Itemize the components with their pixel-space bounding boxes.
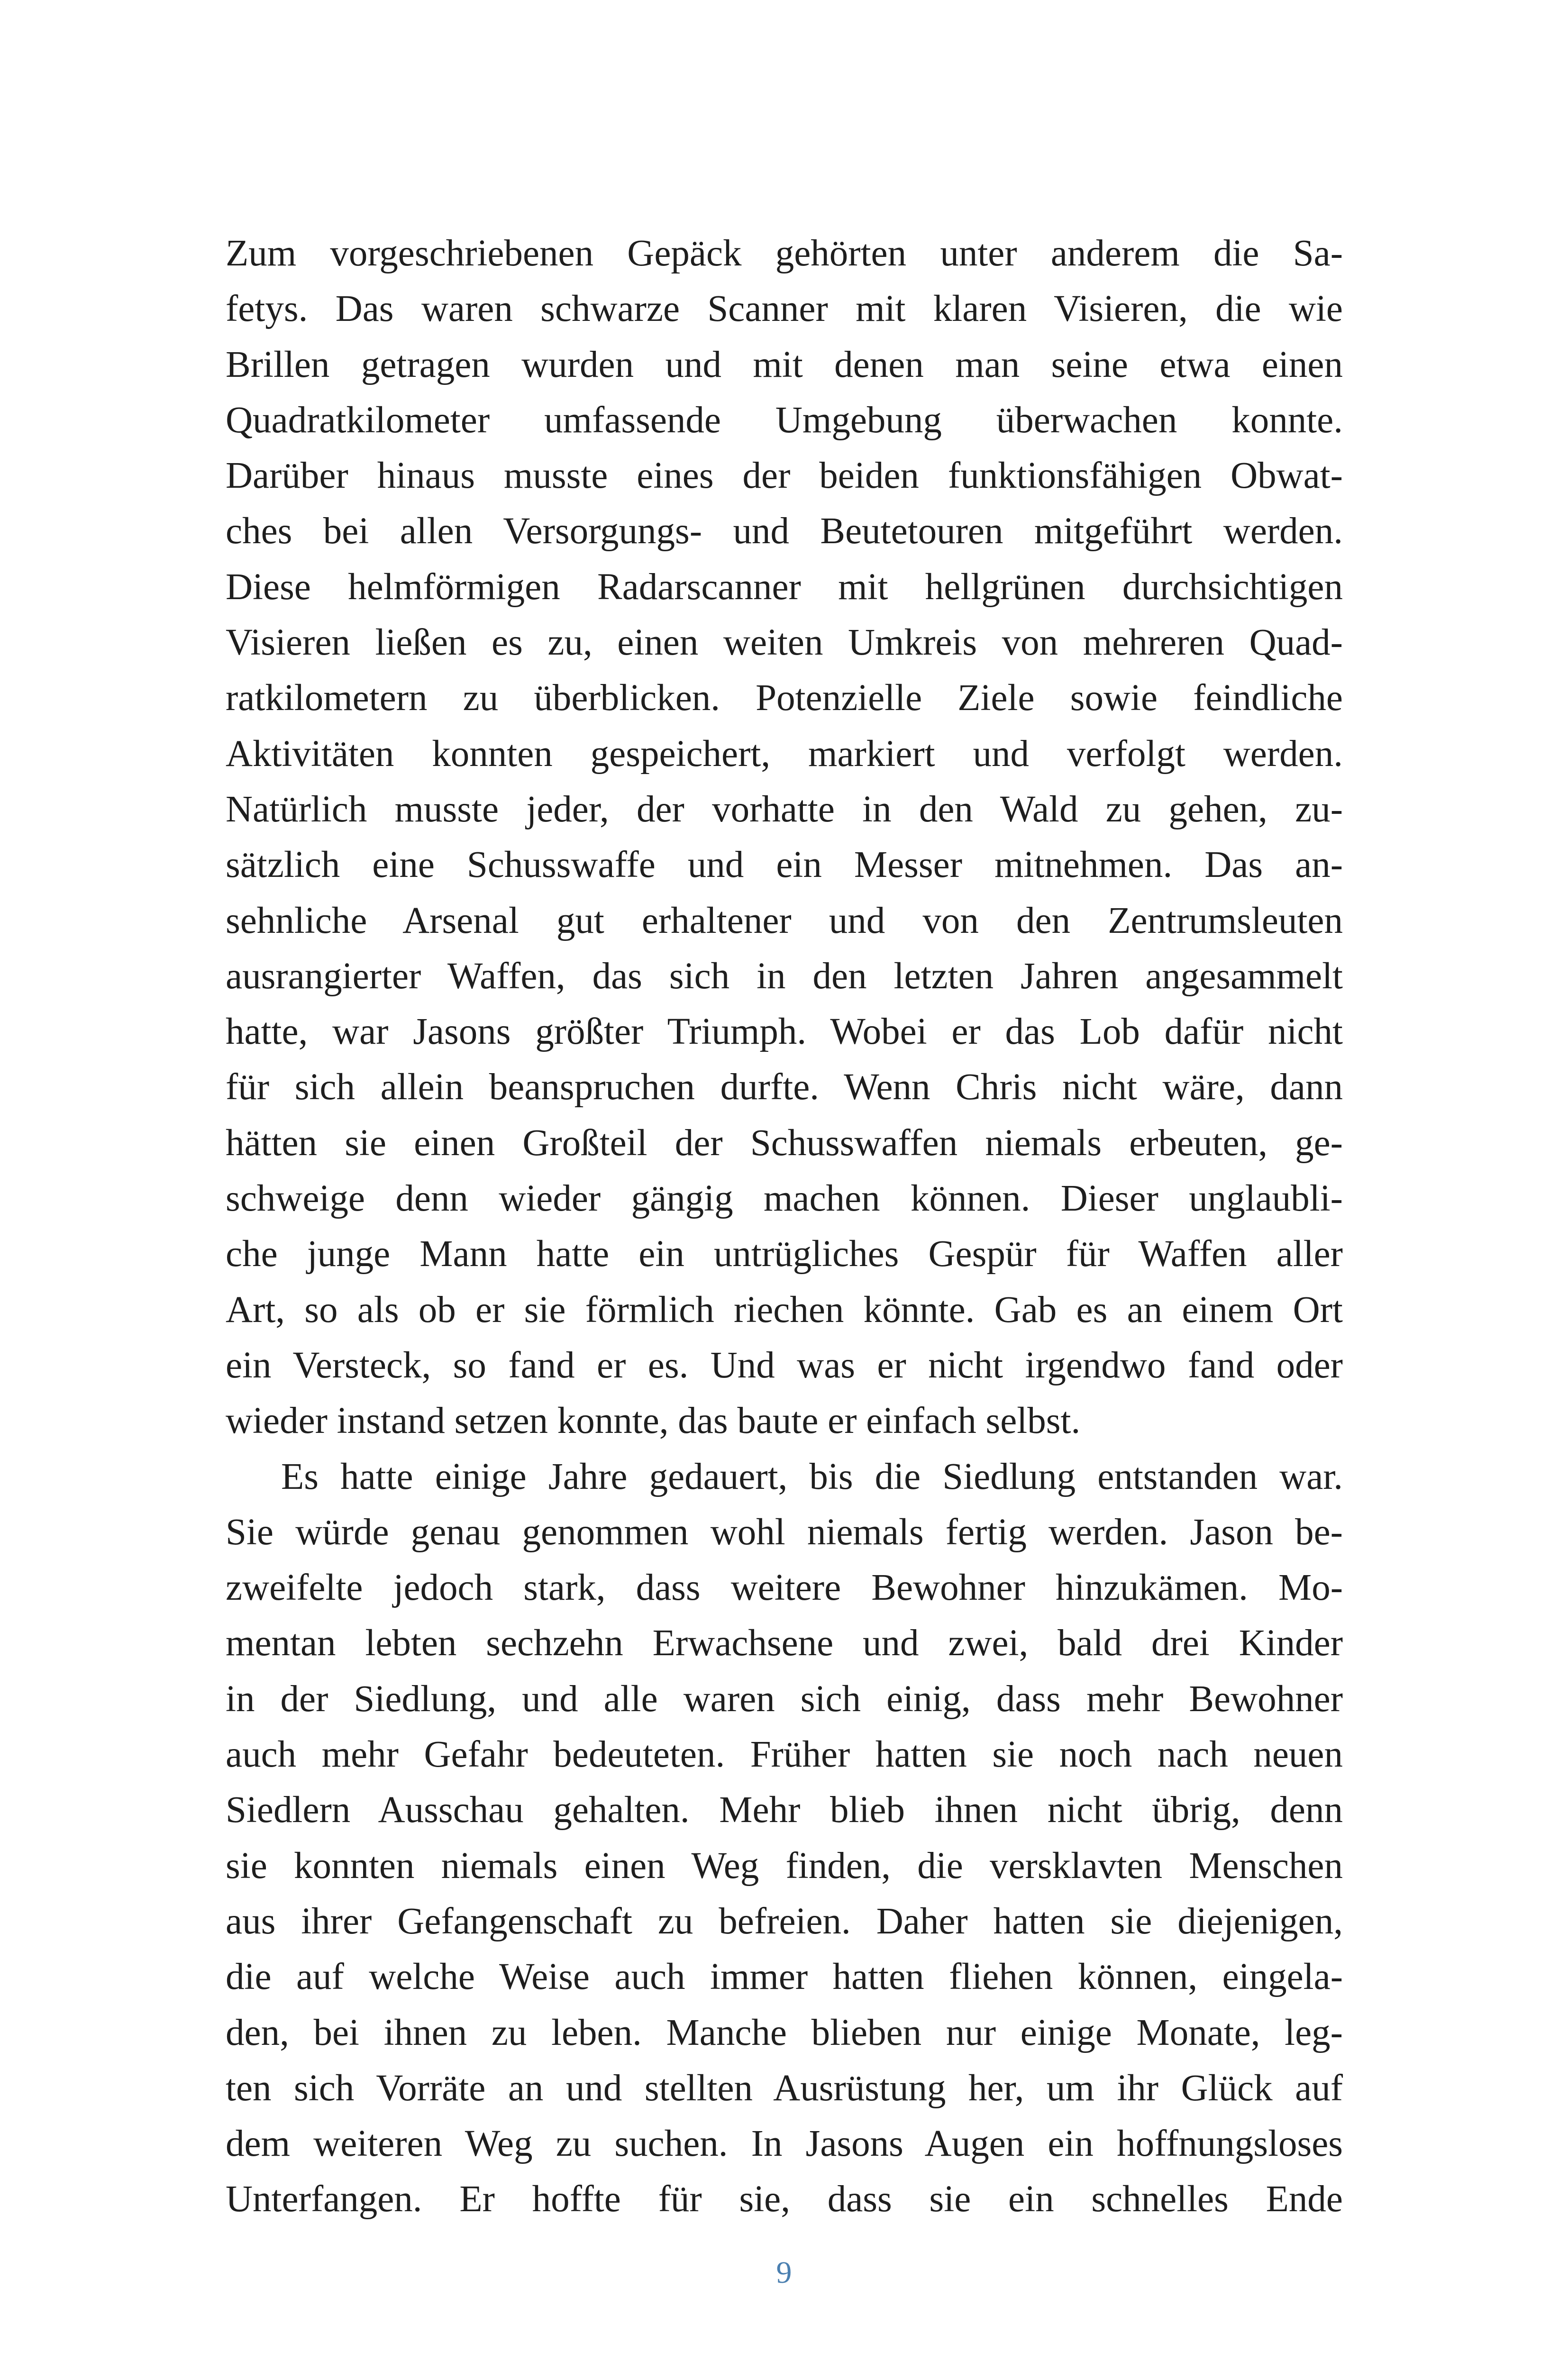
text-line: ein Versteck, so fand er es. Und was er nicht irgendwo fand oder (226, 1344, 1343, 1386)
text-line: Quadratkilometer umfassende Umgebung überwachen konnte. (226, 399, 1343, 441)
text-line: die auf welche Weise auch immer hatten fliehen können, eingela- (226, 1956, 1343, 1998)
text-line: Siedlern Ausschau gehalten. Mehr blieb ihnen nicht übrig, denn (226, 1789, 1343, 1831)
text-line: zweifelte jedoch stark, dass weitere Bewohner hinzukämen. Mo- (226, 1567, 1343, 1609)
text-line: Zum vorgeschriebenen Gepäck gehörten unter anderem die Sa- (226, 233, 1343, 274)
text-line: che junge Mann hatte ein untrügliches Gespür für Waffen aller (226, 1233, 1343, 1275)
text-line: Unterfangen. Er hoffte für sie, dass sie ein schnelles Ende (226, 2179, 1343, 2220)
text-line: mentan lebten sechzehn Erwachsene und zwei, bald drei Kinder (226, 1623, 1343, 1664)
text-line: ratkilometern zu überblicken. Potenzielle Ziele sowie feindliche (226, 677, 1343, 719)
text-line: für sich allein beanspruchen durfte. Wenn Chris nicht wäre, dann (226, 1066, 1343, 1108)
text-line: ten sich Vorräte an und stellten Ausrüstung her, um ihr Glück auf (226, 2067, 1343, 2109)
text-line: Brillen getragen wurden und mit denen man seine etwa einen (226, 344, 1343, 385)
text-line: ches bei allen Versorgungs- und Beutetouren mitgeführt werden. (226, 510, 1343, 552)
text-line: aus ihrer Gefangenschaft zu befreien. Daher hatten sie diejenigen, (226, 1900, 1343, 1942)
text-line: dem weiteren Weg zu suchen. In Jasons Augen ein hoffnungsloses (226, 2123, 1343, 2165)
text-line: Diese helmförmigen Radarscanner mit hellgrünen durchsichtigen (226, 566, 1343, 608)
text-line: Sie würde genau genommen wohl niemals fertig werden. Jason be- (226, 1511, 1343, 1553)
text-line: hatte, war Jasons größter Triumph. Wobei er das Lob dafür nicht (226, 1011, 1343, 1053)
text-line: sätzlich eine Schusswaffe und ein Messer mitnehmen. Das an- (226, 844, 1343, 886)
text-line: Aktivitäten konnten gespeichert, markiert und verfolgt werden. (226, 733, 1343, 775)
text-line: sie konnten niemals einen Weg finden, die versklavten Menschen (226, 1845, 1343, 1887)
paragraph-end-line: wieder instand setzen konnte, das baute er einfach selbst. (226, 1400, 1081, 1442)
text-line: sehnliche Arsenal gut erhaltener und von den Zentrumsleuten (226, 900, 1343, 941)
text-line: fetys. Das waren schwarze Scanner mit klaren Visieren, die wie (226, 288, 1343, 330)
body-text (226, 226, 1343, 2227)
text-line: schweige denn wieder gängig machen können. Dieser unglaubli- (226, 1178, 1343, 1220)
text-line: auch mehr Gefahr bedeuteten. Früher hatten sie noch nach neuen (226, 1734, 1343, 1776)
text-line: in der Siedlung, und alle waren sich einig, dass mehr Bewohner (226, 1678, 1343, 1720)
text-line: ausrangierter Waffen, das sich in den letzten Jahren angesammelt (226, 955, 1343, 997)
text-line: hätten sie einen Großteil der Schusswaffen niemals erbeuten, ge- (226, 1122, 1343, 1164)
text-line: den, bei ihnen zu leben. Manche blieben nur einige Monate, leg- (226, 2012, 1343, 2053)
paragraph-start-line: Es hatte einige Jahre gedauert, bis die Siedlung entstanden war. (281, 1456, 1343, 1497)
text-line: Darüber hinaus musste eines der beiden funktionsfähigen Obwat- (226, 455, 1343, 497)
text-line: Visieren ließen es zu, einen weiten Umkreis von mehreren Quad- (226, 622, 1343, 664)
text-line: Natürlich musste jeder, der vorhatte in den Wald zu gehen, zu- (226, 788, 1343, 830)
page-number: 9 (776, 2255, 792, 2290)
text-line: Art, so als ob er sie förmlich riechen könnte. Gab es an einem Ort (226, 1289, 1343, 1331)
